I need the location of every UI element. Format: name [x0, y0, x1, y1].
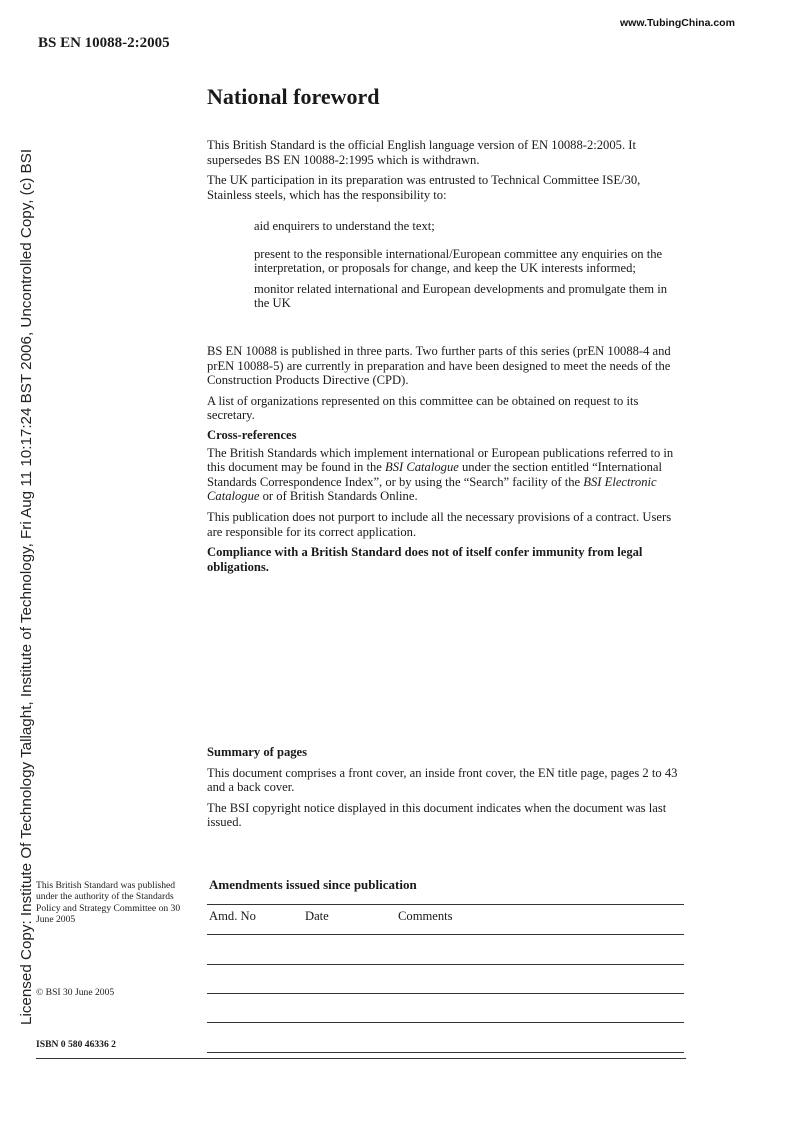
isbn: ISBN 0 580 46336 2: [36, 1039, 116, 1050]
compliance-statement: Compliance with a British Standard does not of itself confer immunity from legal obligations.: [207, 545, 643, 574]
amendments-rule: [207, 1052, 684, 1053]
summary-heading: Summary of pages: [207, 745, 308, 759]
amendments-rule: [207, 904, 684, 905]
amendments-rule: [207, 1022, 684, 1023]
amendments-col-date: Date: [305, 909, 329, 923]
footer-divider: [36, 1058, 686, 1059]
main-section: [207, 344, 685, 574]
list-item: aid enquirers to understand the text;: [254, 219, 435, 233]
watermark-url: www.TubingChina.com: [620, 17, 735, 29]
paragraph-organizations: A list of organizations represented on this committee can be obtained on request to its secretary.: [207, 393, 639, 423]
publication-note: This British Standard was published under the authority of the Standards Policy and Strategy Committee on 30 June 2005: [36, 880, 181, 925]
crossref-bsi-electronic-catalogue: BSI Electronic Catalogue: [207, 474, 657, 504]
list-item: monitor related international and European developments and promulgate them in the UK: [254, 281, 668, 311]
intro-section: [207, 138, 685, 202]
paragraph-crossref: [207, 446, 685, 504]
amendments-rule: [207, 993, 684, 994]
list-item: present to the responsible international/European committee any enquiries on the interpretation, or proposals for change, and keep the UK interests informed;: [254, 246, 663, 276]
paragraph-parts: BS EN 10088 is published in three parts. Two further parts of this series (prEN 10088-4 and prEN 10088-5) are currently in preparation and have been designed to meet the needs of the Construction Products Directive (CPD).: [207, 344, 671, 388]
paragraph-committee: The UK participation in its preparation was entrusted to Technical Committee ISE/30, Stainless steels, which has the responsibility to:: [207, 173, 641, 202]
paragraph-disclaimer: This publication does not purport to include all the necessary provisions of a contract. Users are responsible for its correct application.: [207, 509, 672, 539]
crossref-heading: Cross-references: [207, 427, 297, 442]
crossref-text-1: The British Standards which implement international or European publications referred to in this document may be found in the: [207, 445, 674, 475]
amendments-rule: [207, 964, 684, 965]
amendments-heading: Amendments issued since publication: [209, 877, 417, 892]
paragraph-supersedes: This British Standard is the official English language version of EN 10088-2:2005. It supersedes BS EN 10088-2:1995 which is withdrawn.: [207, 138, 636, 167]
amendments-col-amd: Amd. No: [209, 909, 256, 923]
page-title: National foreword: [207, 84, 380, 109]
amendments-col-comments: Comments: [398, 909, 453, 923]
crossref-text-3: or of British Standards Online.: [259, 489, 418, 504]
paragraph-copyright-notice: The BSI copyright notice displayed in this document indicates when the document was last issued.: [207, 800, 667, 830]
license-sidebar-text: Licensed Copy: Institute Of Technology Tallaght, Institute of Technology, Fri Aug 11 10:17:24 BST 2006, Uncontrolled Copy, (c) BSI: [18, 148, 35, 1025]
document-code: BS EN 10088-2:2005: [38, 35, 170, 51]
amendments-rule: [207, 934, 684, 935]
paragraph-summary: This document comprises a front cover, an inside front cover, the EN title page, pages 2 to 43 and a back cover.: [207, 765, 678, 795]
responsibility-list: [254, 219, 684, 311]
copyright-notice: © BSI 30 June 2005: [36, 987, 115, 998]
summary-section: [207, 745, 685, 830]
crossref-text-2: under the section entitled “International Standards Correspondence Index”, or by using the “Search” facility of the: [207, 460, 663, 489]
crossref-bsi-catalogue: BSI Catalogue: [385, 460, 459, 475]
